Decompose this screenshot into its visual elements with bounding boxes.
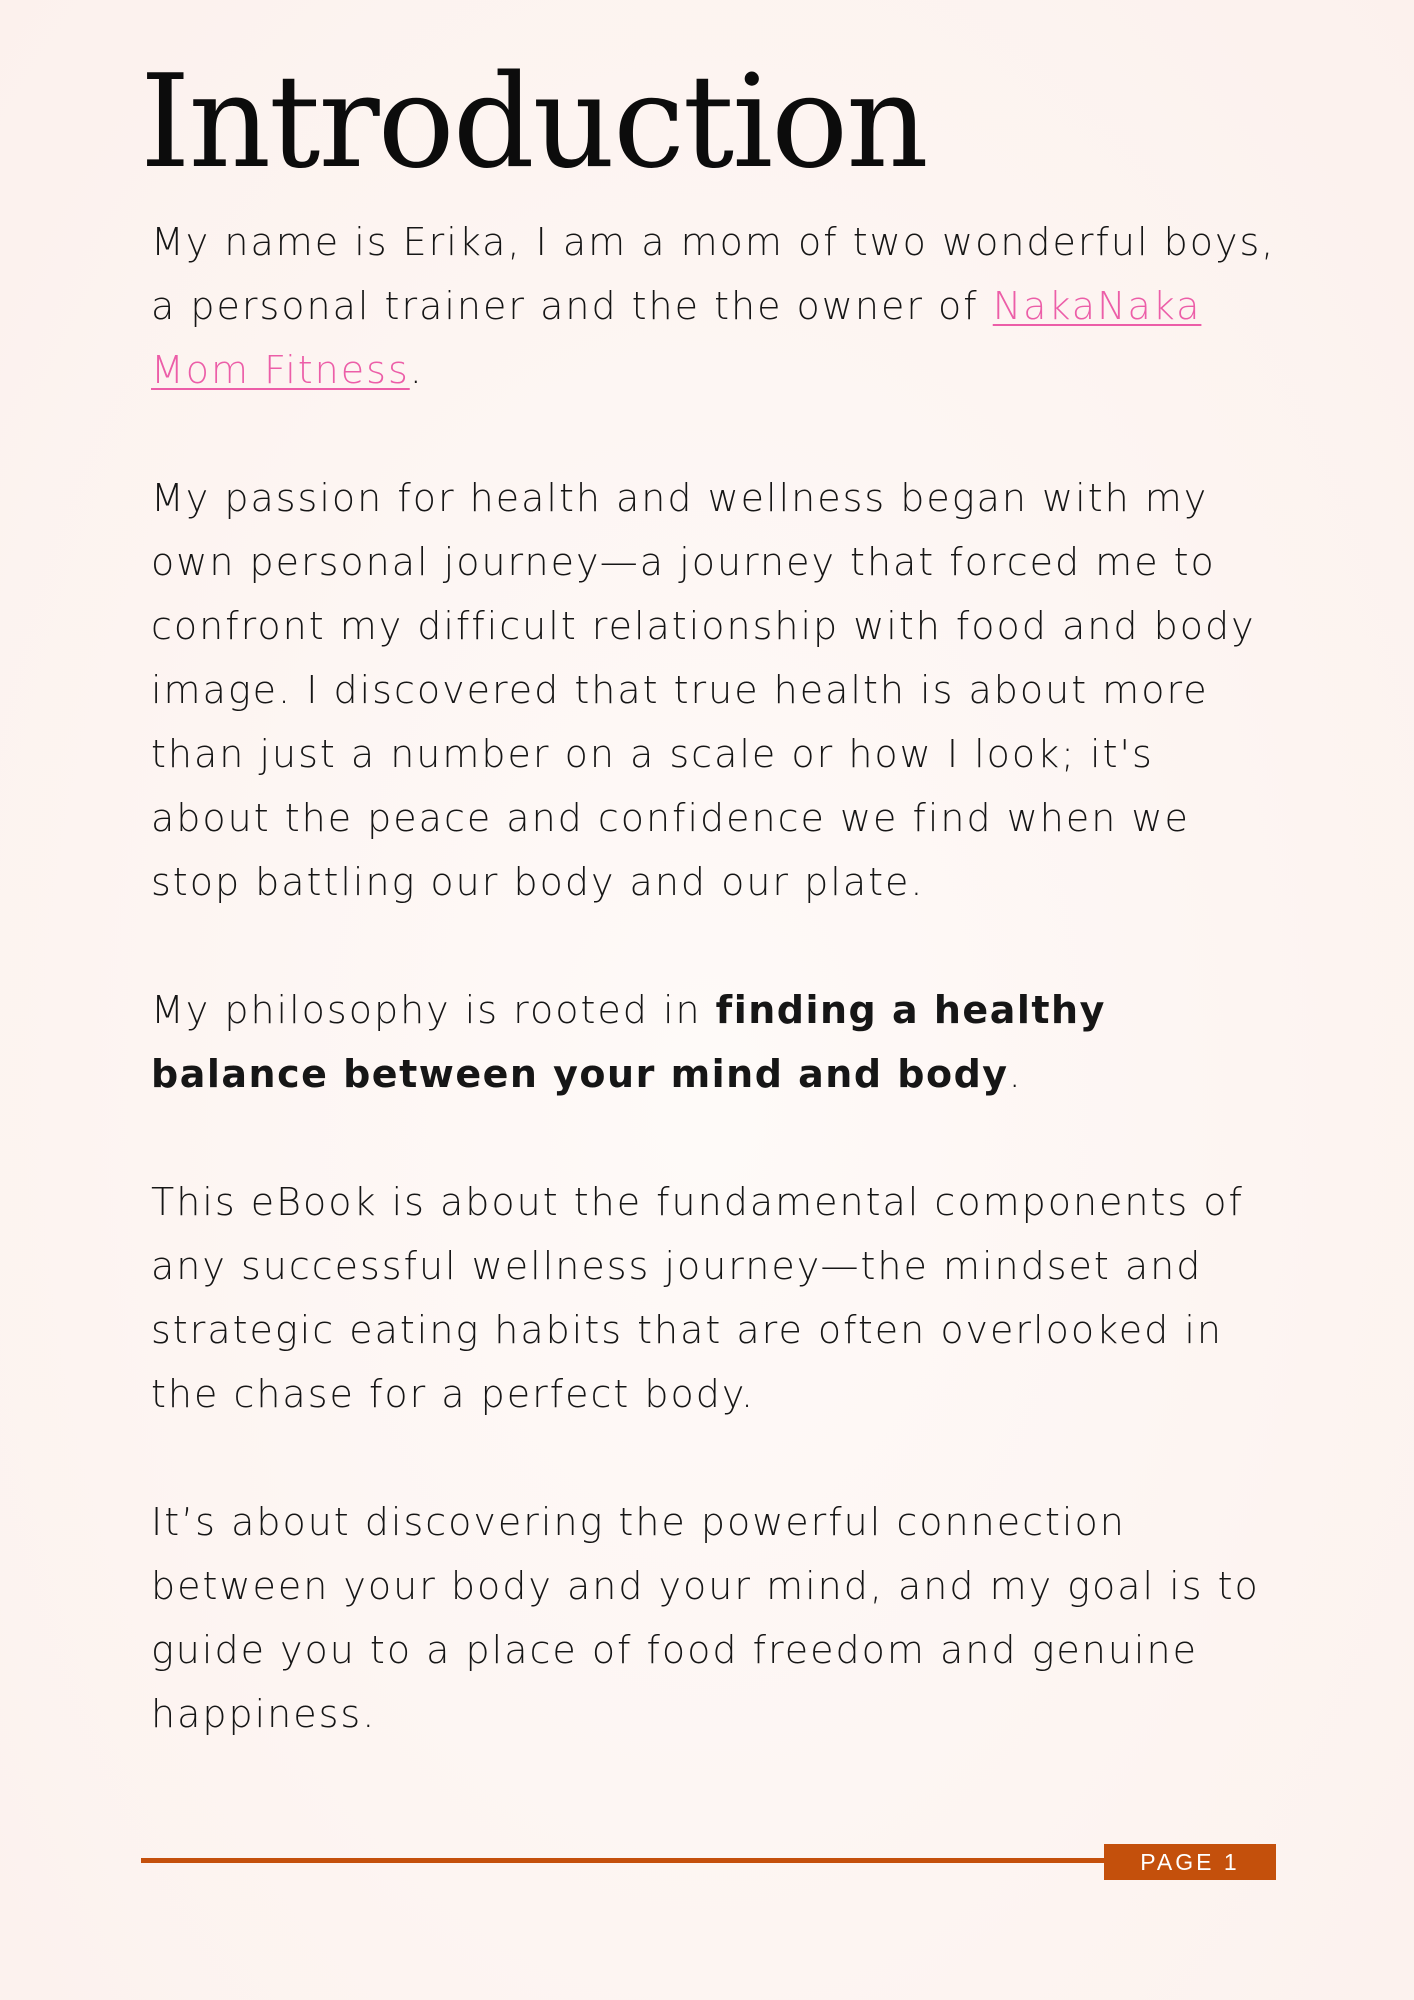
intro-paragraph	[151, 210, 1281, 402]
intro-text: My name is Erika, I am a mom of two wonderful boys, a personal trainer and the the owner of	[151, 220, 1276, 328]
ebook-paragraph: This eBook is about the fundamental components of any successful wellness journey—the mindset and strategic eating habits that are often overlooked in the chase for a perfect body.	[151, 1180, 1244, 1416]
footer-divider	[141, 1858, 1106, 1863]
philosophy-bold-text: finding a healthy balance between your mind and body	[151, 988, 1106, 1096]
page-number-badge: PAGE 1	[1104, 1844, 1276, 1880]
page-title: Introduction	[140, 48, 927, 197]
philosophy-text: My philosophy is rooted in	[151, 988, 716, 1032]
goal-paragraph: It’s about discovering the powerful connection between your body and your mind, and my goal is to guide you to a place of food freedom and genuine happiness.	[151, 1500, 1260, 1736]
nakanaka-mom-fitness-link[interactable]: NakaNaka Mom Fitness	[151, 284, 1202, 392]
philosophy-text-end: .	[1008, 1052, 1023, 1096]
intro-text-end: .	[409, 348, 424, 392]
passion-paragraph: My passion for health and wellness began with my own personal journey—a journey that forced me to confront my difficult relationship with food and body image. I discovered that true health is about more than just a number on a scale or how I look; it's about the peace and confidence we find when we stop battling our body and our plate.	[151, 476, 1256, 904]
philosophy-paragraph	[151, 978, 1281, 1106]
body-content	[151, 210, 1281, 1746]
